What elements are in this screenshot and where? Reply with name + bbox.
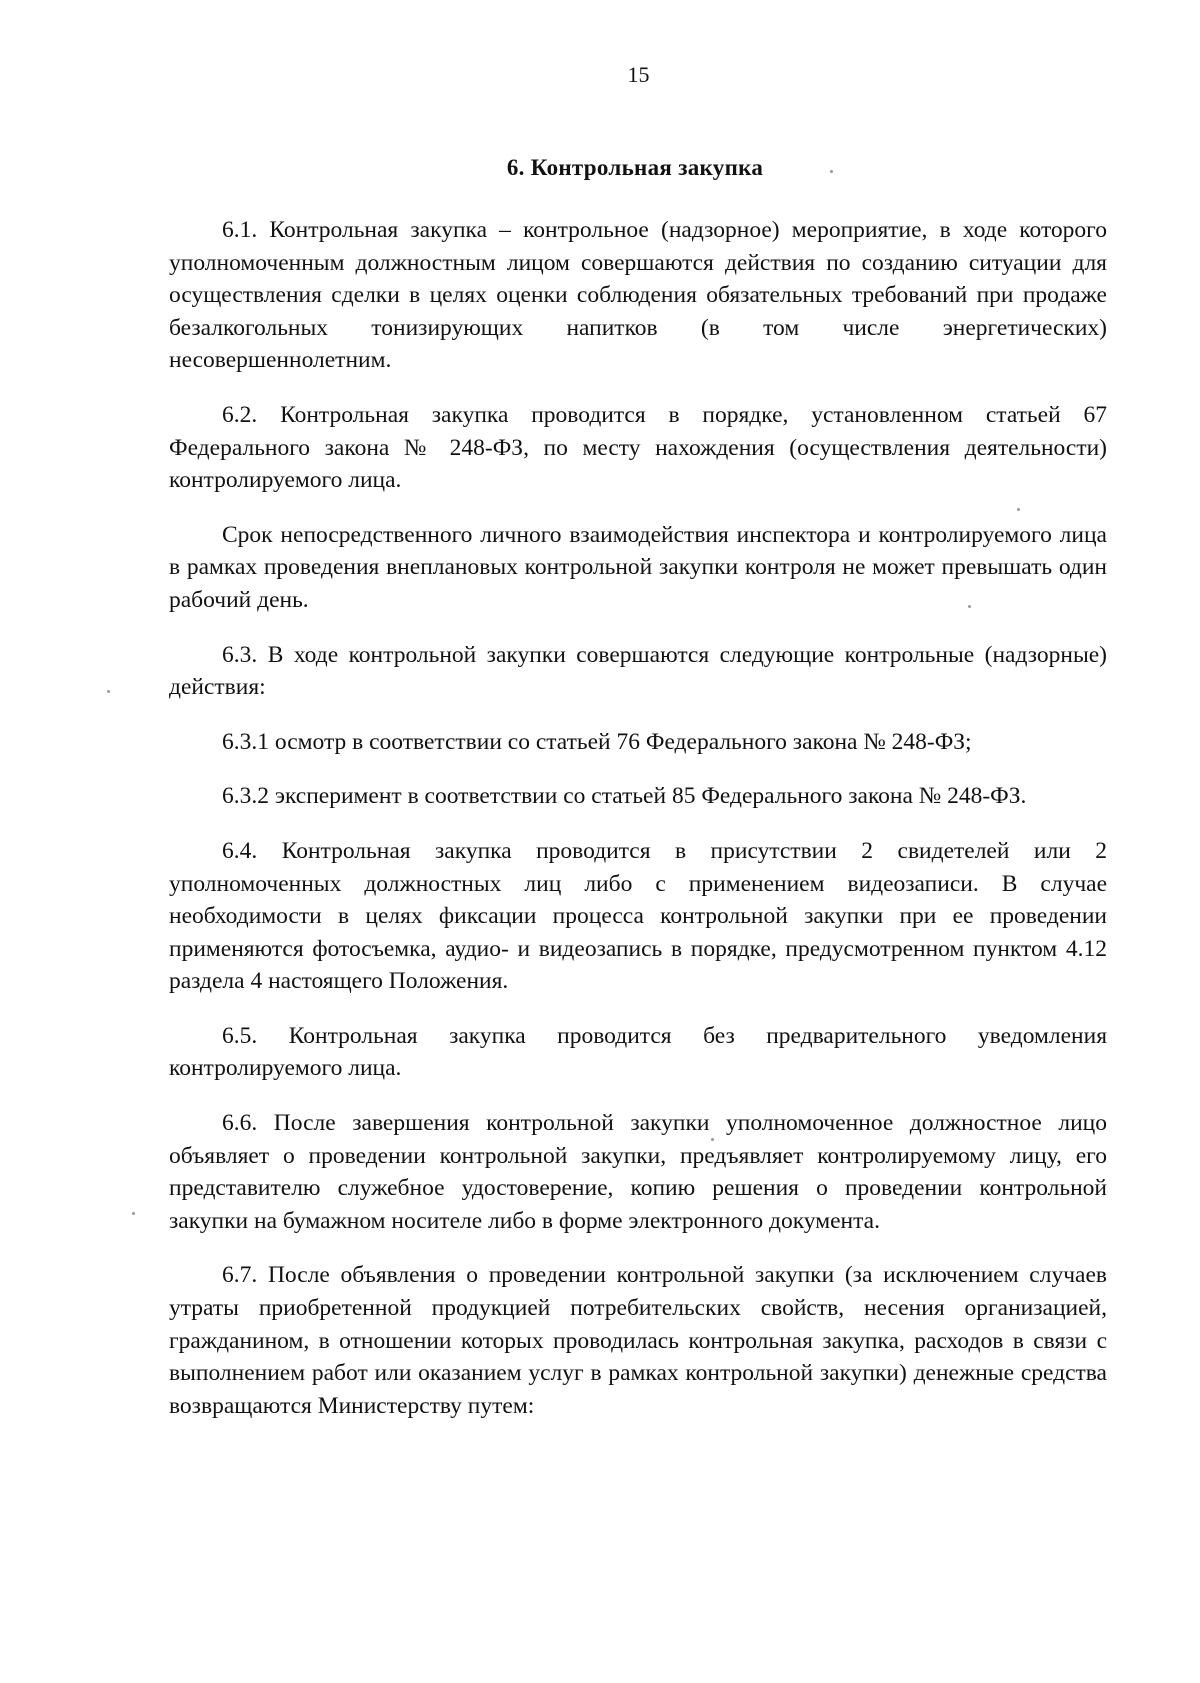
paragraph-6-3: 6.3. В ходе контрольной закупки совершаются следующие контрольные (надзорные) действия: xyxy=(169,641,1107,701)
paragraph-6-3-2: 6.3.2 эксперимент в соответствии со статьей 85 Федерального закона № 248-ФЗ. xyxy=(222,783,1027,810)
scan-speck xyxy=(830,170,833,173)
paragraph-6-6: 6.6. После завершения контрольной закупки уполномоченное должностное лицо объявляет о проведении контрольной закупки, предъявляет контролируемому лицу, его представителю служебное удостоверение, копию решения о проведении контрольной закупки на бумажном носителе либо в форме электронного документа. xyxy=(169,1110,1107,1234)
paragraph-6-5: 6.5. Контрольная закупка проводится без предварительного уведомления контролируемого лица. xyxy=(169,1022,1107,1082)
paragraph-term: Срок непосредственного личного взаимодействия инспектора и контролируемого лица в рамках проведения внеплановых контрольной закупки контроля не может превышать один рабочий день. xyxy=(169,521,1107,613)
paragraph-6-1: 6.1. Контрольная закупка – контрольное (надзорное) мероприятие, в ходе которого уполномоченным должностным лицом совершаются действия по созданию ситуации для осуществления сделки в целях оценки соблюдения обязательных требований при продаже безалкогольных тонизирующих напитков (в том числе энергетических) несовершеннолетним. xyxy=(169,217,1107,374)
scan-speck xyxy=(132,1212,135,1215)
document-body xyxy=(169,214,1107,1444)
scan-speck xyxy=(107,690,110,693)
page-number: 15 xyxy=(627,62,650,87)
scan-speck xyxy=(968,605,971,608)
paragraph-6-4: 6.4. Контрольная закупка проводится в присутствии 2 свидетелей или 2 уполномоченных должностных лиц либо с применением видеозаписи. В случае необходимости в целях фиксации процесса контрольной закупки при ее проведении применяются фотосъемка, аудио- и видеозапись в порядке, предусмотренном пунктом 4.12 раздела 4 настоящего Положения. xyxy=(169,837,1107,995)
paragraph-6-7: 6.7. После объявления о проведении контрольной закупки (за исключением случаев утраты приобретенной продукцией потребительских свойств, несения организацией, гражданином, в отношении которых проводилась контрольная закупка, расходов в связи с выполнением работ или оказанием услуг в рамках контрольной закупки) денежные средства возвращаются Министерству путем: xyxy=(169,1262,1107,1419)
paragraph-6-3-1: 6.3.1 осмотр в соответствии со статьей 76 Федерального закона № 248-ФЗ; xyxy=(222,728,972,755)
section-title: 6. Контрольная закупка xyxy=(506,155,764,180)
scan-speck xyxy=(711,1138,714,1141)
paragraph-6-2: 6.2. Контрольная закупка проводится в порядке, установленном статьей 67 Федерального закона № 248-ФЗ, по месту нахождения (осуществления деятельности) контролируемого лица. xyxy=(169,401,1107,494)
scan-speck xyxy=(1017,508,1020,511)
